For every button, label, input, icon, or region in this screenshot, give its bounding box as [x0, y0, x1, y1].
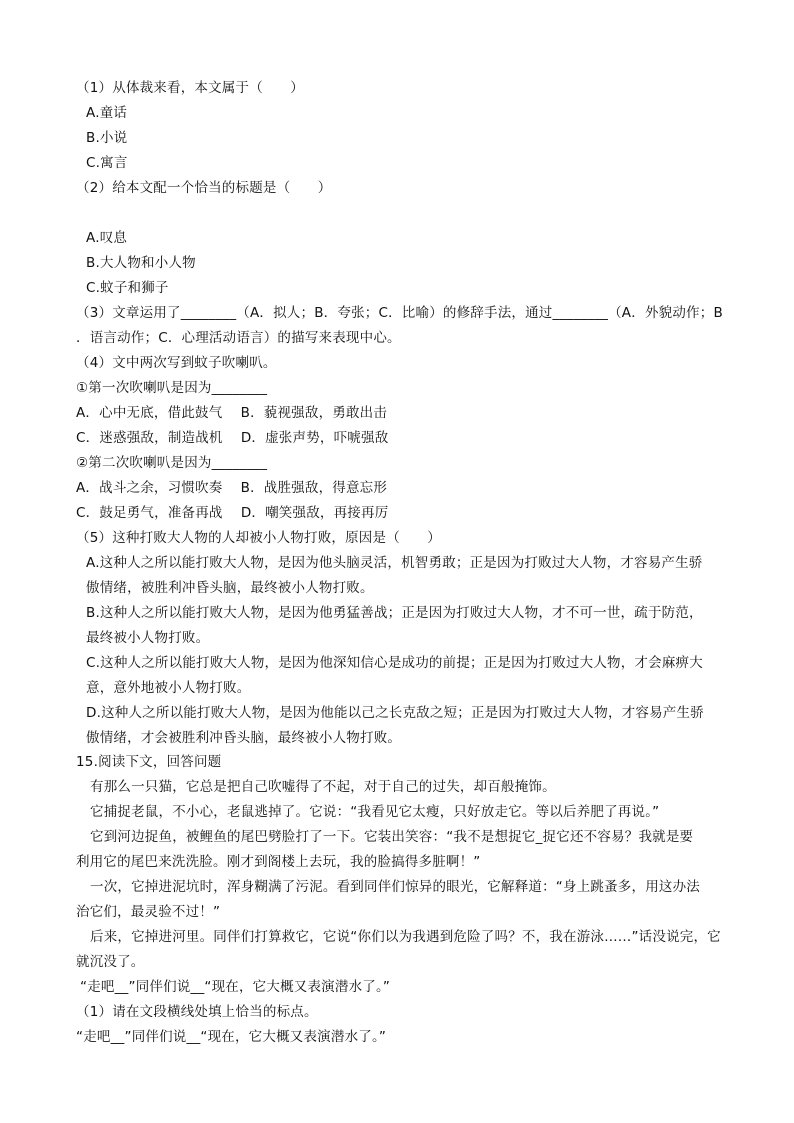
- q14-sub1-option-c[interactable]: C.寓言: [86, 155, 128, 171]
- q15-paragraph-1: 有那么一只猫，它总是把自己吹嘘得了不起，对于自己的过失，却百般掩饰。: [90, 779, 556, 795]
- q15-paragraph-4-line2: 治它们，最灵验不过！”: [76, 904, 221, 920]
- q15-paragraph-3-line2: 利用它的尾巴来洗洗脸。刚才到阁楼上去玩，我的脸搞得多脏啊！”: [76, 854, 481, 870]
- q14-sub1-stem: （1）从体裁来看，本文属于（ ）: [76, 80, 304, 96]
- q14-sub4-second-options-row1: A．战斗之余，习惯吹奏 B．战胜强敌，得意忘形: [76, 480, 388, 496]
- q15-paragraph-5-line2: 就沉没了。: [76, 954, 145, 970]
- q14-sub4-first-stem: ①第一次吹喇叭是因为________: [76, 380, 268, 396]
- q14-sub2-option-b[interactable]: B.大人物和小人物: [86, 255, 196, 271]
- q14-sub3-line1: （3）文章运用了________（A．拟人；B．夸张；C．比喻）的修辞手法，通过________（A．外貌动作；B: [76, 305, 723, 321]
- q15-sub1-answer-line: “走吧__”同伴们说__“现在，它大概又表演潜水了。”: [76, 1029, 387, 1045]
- q14-sub1-option-b[interactable]: B.小说: [86, 130, 128, 146]
- q14-sub5-option-b-line2[interactable]: 最终被小人物打败。: [86, 630, 210, 646]
- q14-sub5-option-b-line1[interactable]: B.这种人之所以能打败大人物，是因为他勇猛善战；正是因为打败过大人物，才不可一世，疏于防范，: [86, 605, 703, 621]
- q15-paragraph-5-line1: 后来，它掉进河里。同伴们打算救它，它说“你们以为我遇到危险了吗？不，我在游泳……”话没说完，它: [90, 929, 721, 945]
- q14-sub5-option-c-line1[interactable]: C.这种人之所以能打败大人物，是因为他深知信心是成功的前提；正是因为打败过大人物，才会麻痹大: [86, 655, 703, 671]
- q15-paragraph-4-line1: 一次，它掉进泥坑时，浑身糊满了污泥。看到同伴们惊异的眼光，它解释道：“身上跳蚤多，用这办法: [90, 879, 700, 895]
- q14-sub3-line2: ．语言动作；C．心理活动语言）的描写来表现中心。: [76, 330, 401, 346]
- q15-heading: 15.阅读下文，回答问题: [76, 754, 222, 770]
- q14-sub4-second-options-row2: C．鼓足勇气，准备再战 D．嘲笑强敌，再接再厉: [76, 505, 389, 521]
- q14-sub5-stem: （5）这种打败大人物的人却被小人物打败，原因是（ ）: [76, 530, 441, 546]
- q14-sub1-option-a[interactable]: A.童话: [86, 105, 128, 121]
- q14-sub5-option-c-line2[interactable]: 意，意外地被小人物打败。: [86, 680, 251, 696]
- q14-sub4-first-options-row2: C．迷惑强敌，制造战机 D．虚张声势，吓唬强敌: [76, 430, 389, 446]
- q15-paragraph-3-line1: 它到河边捉鱼，被鲤鱼的尾巴劈脸打了一下。它装出笑容：“我不是想捉它_捉它还不容易？我就是要: [90, 829, 694, 845]
- q14-sub5-option-d-line1[interactable]: D.这种人之所以能打败大人物，是因为他能以己之长克敌之短；正是因为打败过大人物，才容易产生骄: [86, 705, 704, 721]
- q14-sub4-stem: （4）文中两次写到蚊子吹喇叭。: [76, 355, 277, 371]
- q14-sub5-option-a-line2[interactable]: 傲情绪，被胜利冲昏头脑，最终被小人物打败。: [86, 580, 374, 596]
- q14-sub2-stem: （2）给本文配一个恰当的标题是（ ）: [76, 180, 332, 196]
- q14-sub4-first-options-row1: A．心中无底，借此鼓气 B．藐视强敌，勇敢出击: [76, 405, 388, 421]
- q14-sub2-option-a[interactable]: A.叹息: [86, 230, 128, 246]
- q14-sub4-second-stem: ②第二次吹喇叭是因为________: [76, 455, 268, 471]
- q14-sub5-option-a-line1[interactable]: A.这种人之所以能打败大人物，是因为他头脑灵活，机智勇敢；正是因为打败过大人物，才容易产生骄: [86, 555, 703, 571]
- q14-sub2-option-c[interactable]: C.蚊子和狮子: [86, 280, 169, 296]
- q14-sub5-option-d-line2[interactable]: 傲情绪，才会被胜利冲昏头脑，最终被小人物打败。: [86, 730, 402, 746]
- q15-paragraph-2: 它捕捉老鼠，不小心，老鼠逃掉了。它说：“我看见它太瘦，只好放走它。等以后养肥了再说。”: [90, 804, 660, 820]
- q15-paragraph-6: “走吧__”同伴们说__“现在，它大概又表演潜水了。”: [80, 979, 391, 995]
- q15-sub1-stem: （1）请在文段横线处填上恰当的标点。: [76, 1004, 318, 1020]
